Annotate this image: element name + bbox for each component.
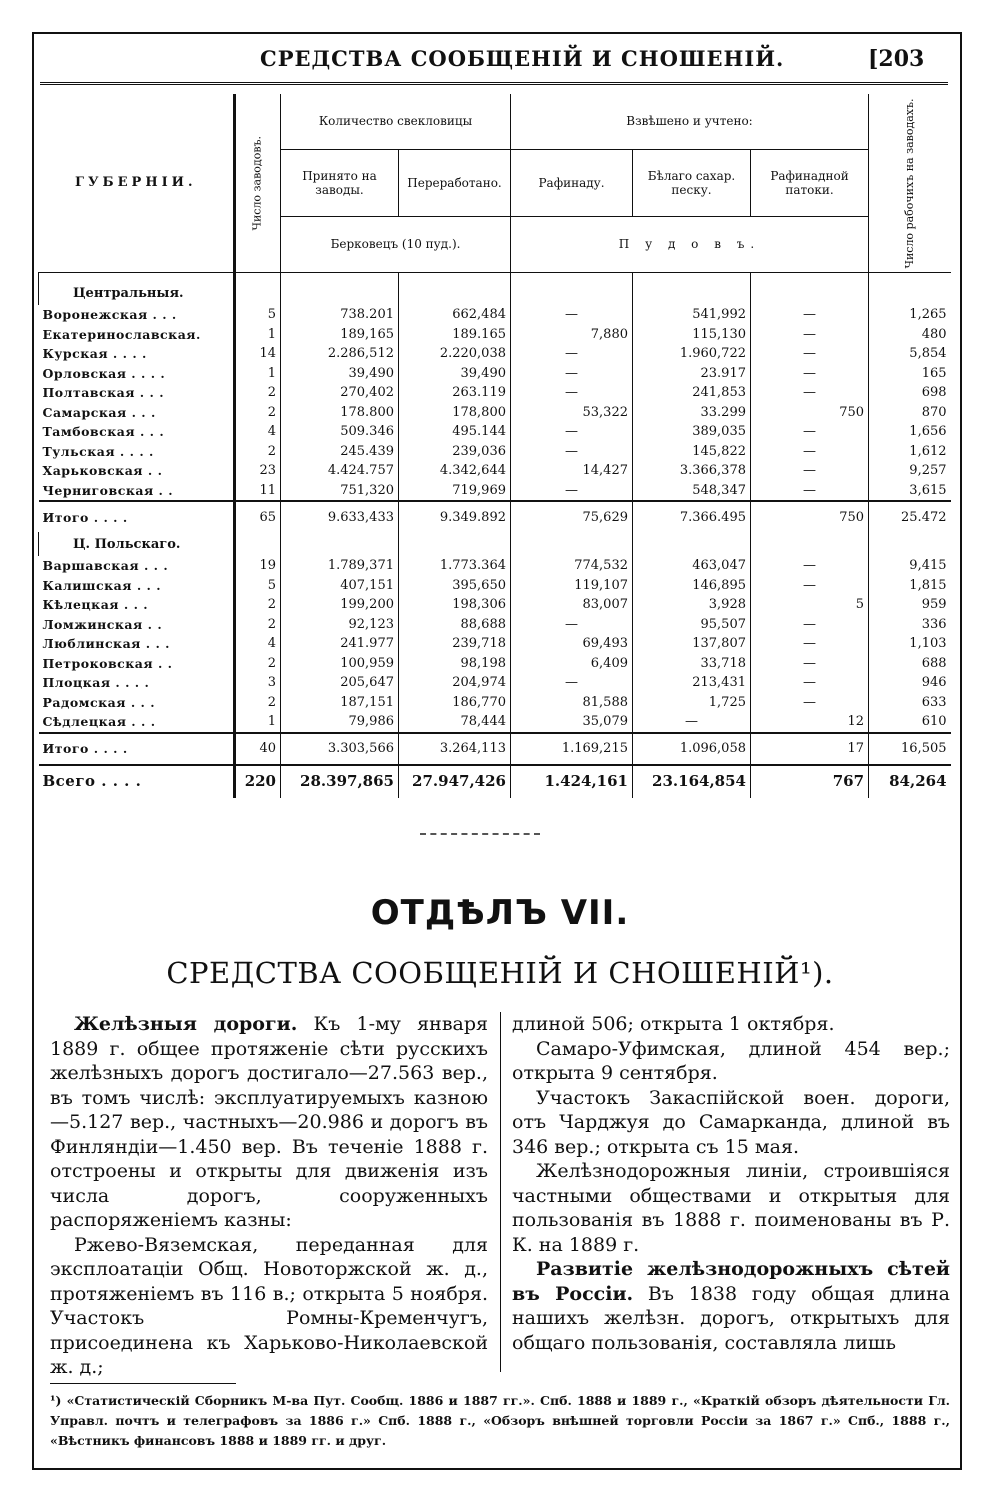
section-number: ОТДѢЛЪ VII.	[370, 893, 630, 933]
cell-value: —	[751, 442, 869, 462]
table-row	[39, 712, 951, 733]
governorate-name: Тамбовская . . .	[42, 424, 165, 440]
group-header-beet: Количество свекловицы	[281, 94, 511, 149]
header-rule	[40, 82, 948, 85]
cell-value: 270,402	[281, 383, 399, 403]
cell-value: 4.342,644	[399, 461, 511, 481]
cell-value: 1.789,371	[281, 556, 399, 576]
cell-value: 75,629	[511, 501, 633, 532]
cell-value: 186,770	[399, 693, 511, 713]
cell-value: 698	[869, 383, 951, 403]
cell-value: 40	[235, 733, 281, 765]
cell-value: —	[751, 615, 869, 635]
governorate-name: Люблинская . . .	[42, 636, 171, 652]
cell-value: 19	[235, 556, 281, 576]
cell-value: 1,103	[869, 634, 951, 654]
cell-value: 39,490	[281, 364, 399, 384]
cell-value: 263.119	[399, 383, 511, 403]
cell-value: 187,151	[281, 693, 399, 713]
paragraph-text: Въ 1838 году общая длина нашихъ желѣзн. дорогъ, открытыхъ для общаго пользованія, составляла лишь	[512, 1282, 950, 1354]
cell-value: 633	[869, 693, 951, 713]
running-head	[0, 46, 1000, 80]
spacer-row	[39, 273, 951, 282]
cell-value: 189,165	[281, 325, 399, 345]
table-row	[39, 615, 951, 635]
cell-value: 81,588	[511, 693, 633, 713]
cell-value: 39,490	[399, 364, 511, 384]
cell-value: —	[511, 673, 633, 693]
grand-total-row	[39, 765, 951, 798]
cell-value: 1	[235, 364, 281, 384]
cell-value: —	[511, 481, 633, 502]
governorate-name: Тульская . . . .	[42, 443, 154, 459]
cell-value: 4.424.757	[281, 461, 399, 481]
cell-value: 1,815	[869, 576, 951, 596]
cell-value: 27.947,426	[399, 765, 511, 798]
cell-value: 12	[751, 712, 869, 733]
cell-value: 946	[869, 673, 951, 693]
cell-value: —	[751, 422, 869, 442]
unit-poods: П у д о в ъ.	[511, 216, 869, 273]
footnote-rule	[50, 1383, 236, 1384]
cell-value: 245.439	[281, 442, 399, 462]
paragraph-development	[512, 1257, 950, 1355]
governorate-name: Екатеринославская.	[42, 326, 201, 342]
subtotal-row	[39, 501, 951, 532]
cell-value: 2	[235, 615, 281, 635]
cell-value: 241.977	[281, 634, 399, 654]
col-header-accepted: Принято на заводы.	[281, 149, 399, 216]
cell-value: 35,079	[511, 712, 633, 733]
cell-value: —	[511, 364, 633, 384]
cell-value: 241,853	[633, 383, 751, 403]
table-row	[39, 344, 951, 364]
cell-value: 662,484	[399, 305, 511, 325]
cell-value: 17	[751, 733, 869, 765]
table-row	[39, 673, 951, 693]
governorate-name: Черниговская . .	[42, 482, 174, 498]
col-header-refined: Рафинаду.	[511, 149, 633, 216]
cell-value: 33,718	[633, 654, 751, 674]
cell-value: 509.346	[281, 422, 399, 442]
cell-value: 870	[869, 403, 951, 423]
cell-value: 2	[235, 654, 281, 674]
paragraph-samara-ufa: Самаро-Уфимская, длиной 454 вер.; открыта 9 сентября.	[512, 1037, 950, 1084]
paragraph-railways	[50, 1012, 488, 1233]
cell-value: 145,822	[633, 442, 751, 462]
cell-value: 92,123	[281, 615, 399, 635]
cell-value: 2	[235, 403, 281, 423]
cell-value: 16,505	[869, 733, 951, 765]
cell-value: —	[751, 325, 869, 345]
section-title: СРЕДСТВА СООБЩЕНІЙ И СНОШЕНІЙ¹).	[166, 956, 834, 990]
cell-value: 1.424,161	[511, 765, 633, 798]
cell-value: 5	[751, 595, 869, 615]
group-heading: Центральныя.	[39, 281, 235, 305]
governorate-name: Воронежская . . .	[42, 307, 177, 323]
sugar-statistics-table	[38, 94, 951, 798]
governorate-name: Курская . . . .	[42, 346, 147, 362]
table-row	[39, 325, 951, 345]
cell-value: —	[751, 576, 869, 596]
cell-value: 738.201	[281, 305, 399, 325]
table-row	[39, 461, 951, 481]
cell-value: 1,725	[633, 693, 751, 713]
cell-value: 165	[869, 364, 951, 384]
cell-value: —	[751, 634, 869, 654]
cell-value: 2	[235, 693, 281, 713]
cell-value: 1.773.364	[399, 556, 511, 576]
governorate-name: Полтавская . . .	[42, 385, 165, 401]
cell-value: 750	[751, 501, 869, 532]
cell-value: 25.472	[869, 501, 951, 532]
cell-value: —	[751, 673, 869, 693]
cell-value: 84,264	[869, 765, 951, 798]
table-row	[39, 403, 951, 423]
cell-value: 146,895	[633, 576, 751, 596]
ornament-divider	[420, 833, 540, 835]
cell-value: 3,615	[869, 481, 951, 502]
cell-value: 719,969	[399, 481, 511, 502]
governorate-name: Калишская . . .	[42, 577, 162, 593]
cell-value: 178,800	[399, 403, 511, 423]
cell-value: 7.366.495	[633, 501, 751, 532]
cell-value: —	[751, 461, 869, 481]
cell-value: 204,974	[399, 673, 511, 693]
cell-value: 100,959	[281, 654, 399, 674]
cell-value: 65	[235, 501, 281, 532]
governorate-name: Всего . . . .	[39, 765, 235, 798]
table-row	[39, 481, 951, 502]
cell-value: 480	[869, 325, 951, 345]
cell-value: 767	[751, 765, 869, 798]
cell-value: 14	[235, 344, 281, 364]
cell-value: 395,650	[399, 576, 511, 596]
cell-value: —	[511, 305, 633, 325]
cell-value: 9,415	[869, 556, 951, 576]
cell-value: 750	[751, 403, 869, 423]
cell-value: 4	[235, 422, 281, 442]
governorate-name: Варшавская . . .	[42, 558, 169, 574]
cell-value: 1,612	[869, 442, 951, 462]
cell-value: —	[751, 556, 869, 576]
cell-value: 11	[235, 481, 281, 502]
col-header-plants: Число заводовъ.	[235, 94, 281, 273]
table-row	[39, 364, 951, 384]
cell-value: 213,431	[633, 673, 751, 693]
cell-value: 239,036	[399, 442, 511, 462]
cell-value: —	[511, 442, 633, 462]
cell-value: 23.917	[633, 364, 751, 384]
cell-value: 220	[235, 765, 281, 798]
col-header-governorate: ГУБЕРНІИ.	[39, 94, 235, 273]
cell-value: —	[751, 654, 869, 674]
cell-value: 1	[235, 712, 281, 733]
group-header-weighed: Взвѣшено и учтено:	[511, 94, 869, 149]
cell-value: 1,656	[869, 422, 951, 442]
cell-value: 9,257	[869, 461, 951, 481]
cell-value: 23	[235, 461, 281, 481]
cell-value: 3.303,566	[281, 733, 399, 765]
cell-value: 610	[869, 712, 951, 733]
run-in-heading: Развитіе желѣзнодорожныхъ сѣтей въ Россіи.	[512, 1258, 950, 1305]
cell-value: —	[751, 481, 869, 502]
cell-value: 1.096,058	[633, 733, 751, 765]
governorate-name: Кѣлецкая . . .	[42, 597, 149, 613]
paragraph-rzhev: Ржево-Вяземская, переданная для эксплоатаціи Общ. Новоторжской ж. д., протяженіемъ въ 116 в.; открыта 5 ноября. Участокъ Ромны-Кременчугъ, присоединена къ Харьково-Николаевской ж. д.;	[50, 1233, 488, 1378]
cell-value: 5	[235, 576, 281, 596]
cell-value: —	[751, 364, 869, 384]
cell-value: —	[751, 305, 869, 325]
cell-value: 3	[235, 673, 281, 693]
cell-value: 959	[869, 595, 951, 615]
cell-value: —	[511, 383, 633, 403]
cell-value: —	[511, 344, 633, 364]
col-header-workers: Число рабочихъ на заводахъ.	[869, 94, 951, 273]
paragraph-continued: длиной 506; открыта 1 октября.	[512, 1013, 835, 1035]
table-row	[39, 305, 951, 325]
cell-value: 4	[235, 634, 281, 654]
table-row	[39, 576, 951, 596]
cell-value: —	[633, 712, 751, 733]
cell-value: 23.164,854	[633, 765, 751, 798]
cell-value: 178.800	[281, 403, 399, 423]
text-column-right	[512, 1012, 950, 1355]
cell-value: 1.960,722	[633, 344, 751, 364]
cell-value: —	[751, 383, 869, 403]
cell-value: 5,854	[869, 344, 951, 364]
cell-value: 239,718	[399, 634, 511, 654]
cell-value: 463,047	[633, 556, 751, 576]
cell-value: 688	[869, 654, 951, 674]
cell-value: 541,992	[633, 305, 751, 325]
cell-value: 336	[869, 615, 951, 635]
cell-value: 2.220,038	[399, 344, 511, 364]
cell-value: 95,507	[633, 615, 751, 635]
cell-value: 2.286,512	[281, 344, 399, 364]
cell-value: —	[751, 693, 869, 713]
running-title: СРЕДСТВА СООБЩЕНІЙ И СНОШЕНІЙ.	[260, 46, 785, 71]
governorate-name: Радомская . . .	[42, 694, 156, 710]
cell-value: 9.349.892	[399, 501, 511, 532]
group-heading-row	[39, 281, 951, 305]
cell-value: 1	[235, 325, 281, 345]
cell-value: 1.169,215	[511, 733, 633, 765]
group-heading-row	[39, 532, 951, 556]
cell-value: 389,035	[633, 422, 751, 442]
paragraph-private-lines: Желѣзнодорожныя линіи, строившіяся частными обществами и открытыя для пользованія въ 1888 г. поименованы въ Р. К. на 1889 г.	[512, 1160, 950, 1256]
cell-value: 3.366,378	[633, 461, 751, 481]
cell-value: 7,880	[511, 325, 633, 345]
column-divider	[500, 1012, 501, 1372]
cell-value: 189.165	[399, 325, 511, 345]
cell-value: 548,347	[633, 481, 751, 502]
cell-value: 1,265	[869, 305, 951, 325]
cell-value: 198,306	[399, 595, 511, 615]
cell-value: —	[751, 344, 869, 364]
cell-value: 98,198	[399, 654, 511, 674]
table-row	[39, 556, 951, 576]
cell-value: 3,928	[633, 595, 751, 615]
cell-value: 751,320	[281, 481, 399, 502]
cell-value: 9.633,433	[281, 501, 399, 532]
governorate-name: Петроковская . .	[42, 655, 173, 671]
cell-value: —	[511, 615, 633, 635]
cell-value: 53,322	[511, 403, 633, 423]
table-row	[39, 383, 951, 403]
table-row	[39, 654, 951, 674]
footnote: ¹) «Статистическій Сборникъ М-ва Пут. Сообщ. 1886 и 1887 гг.». Спб. 1888 и 1889 г., «Краткій обзоръ дѣятельности Гл. Управл. почтъ и телеграфовъ за 1886 г.» Спб. 1888 г., «Обзоръ внѣшней торговли Россіи за 1867 г.» Спб., 1888 г., «Вѣстникъ финансовъ 1888 и 1889 гг. и друг.	[50, 1393, 950, 1448]
governorate-name: Итого . . . .	[39, 733, 235, 765]
table-row	[39, 442, 951, 462]
paragraph-text: Къ 1-му января 1889 г. общее протяженіе сѣти русскихъ желѣзныхъ дорогъ достигало—27.563 вер., въ томъ числѣ: эксплуатируемыхъ казною—5.127 вер., частныхъ—20.986 и дорогъ въ Финляндіи—1.450 вер. Въ теченіе 1888 г. отстроены и открыты для движенія изъ числа дорогъ, сооруженныхъ распоряженіемъ казны:	[50, 1013, 488, 1231]
governorate-name: Самарская . . .	[42, 404, 156, 420]
cell-value: 5	[235, 305, 281, 325]
cell-value: 3.264,113	[399, 733, 511, 765]
cell-value: 205,647	[281, 673, 399, 693]
cell-value: 774,532	[511, 556, 633, 576]
governorate-name: Харьковская . .	[42, 463, 163, 479]
col-header-molasses: Рафинадной патоки.	[751, 149, 869, 216]
cell-value: —	[511, 422, 633, 442]
cell-value: 2	[235, 595, 281, 615]
governorate-name: Орловская . . . .	[42, 365, 166, 381]
subtotal-row	[39, 733, 951, 765]
cell-value: 115,130	[633, 325, 751, 345]
cell-value: 69,493	[511, 634, 633, 654]
cell-value: 28.397,865	[281, 765, 399, 798]
cell-value: 83,007	[511, 595, 633, 615]
governorate-name: Плоцкая . . . .	[42, 675, 150, 691]
unit-berkovets: Берковецъ (10 пуд.).	[281, 216, 511, 273]
cell-value: 495.144	[399, 422, 511, 442]
text-column-left	[50, 1012, 488, 1380]
table-row	[39, 693, 951, 713]
run-in-heading: Желѣзныя дороги.	[74, 1013, 298, 1035]
governorate-name: Итого . . . .	[39, 501, 235, 532]
col-header-processed: Переработано.	[399, 149, 511, 216]
cell-value: 6,409	[511, 654, 633, 674]
cell-value: 14,427	[511, 461, 633, 481]
group-heading: Ц. Польскаго.	[39, 532, 235, 556]
cell-value: 88,688	[399, 615, 511, 635]
governorate-name: Ломжинская . .	[42, 616, 163, 632]
cell-value: 199,200	[281, 595, 399, 615]
cell-value: 137,807	[633, 634, 751, 654]
cell-value: 78,444	[399, 712, 511, 733]
page-number: [203	[868, 46, 925, 72]
governorate-name: Сѣдлецкая . . .	[42, 714, 156, 730]
table-row	[39, 422, 951, 442]
cell-value: 33.299	[633, 403, 751, 423]
col-header-white-sugar: Бѣлаго сахар. песку.	[633, 149, 751, 216]
cell-value: 119,107	[511, 576, 633, 596]
table-row	[39, 634, 951, 654]
cell-value: 2	[235, 383, 281, 403]
cell-value: 79,986	[281, 712, 399, 733]
paragraph-transcaspian: Участокъ Закаспійской воен. дороги, отъ Чарджуя до Самарканда, длиной въ 346 вер.; открыта съ 15 мая.	[512, 1086, 950, 1158]
cell-value: 407,151	[281, 576, 399, 596]
table-row	[39, 595, 951, 615]
cell-value: 2	[235, 442, 281, 462]
